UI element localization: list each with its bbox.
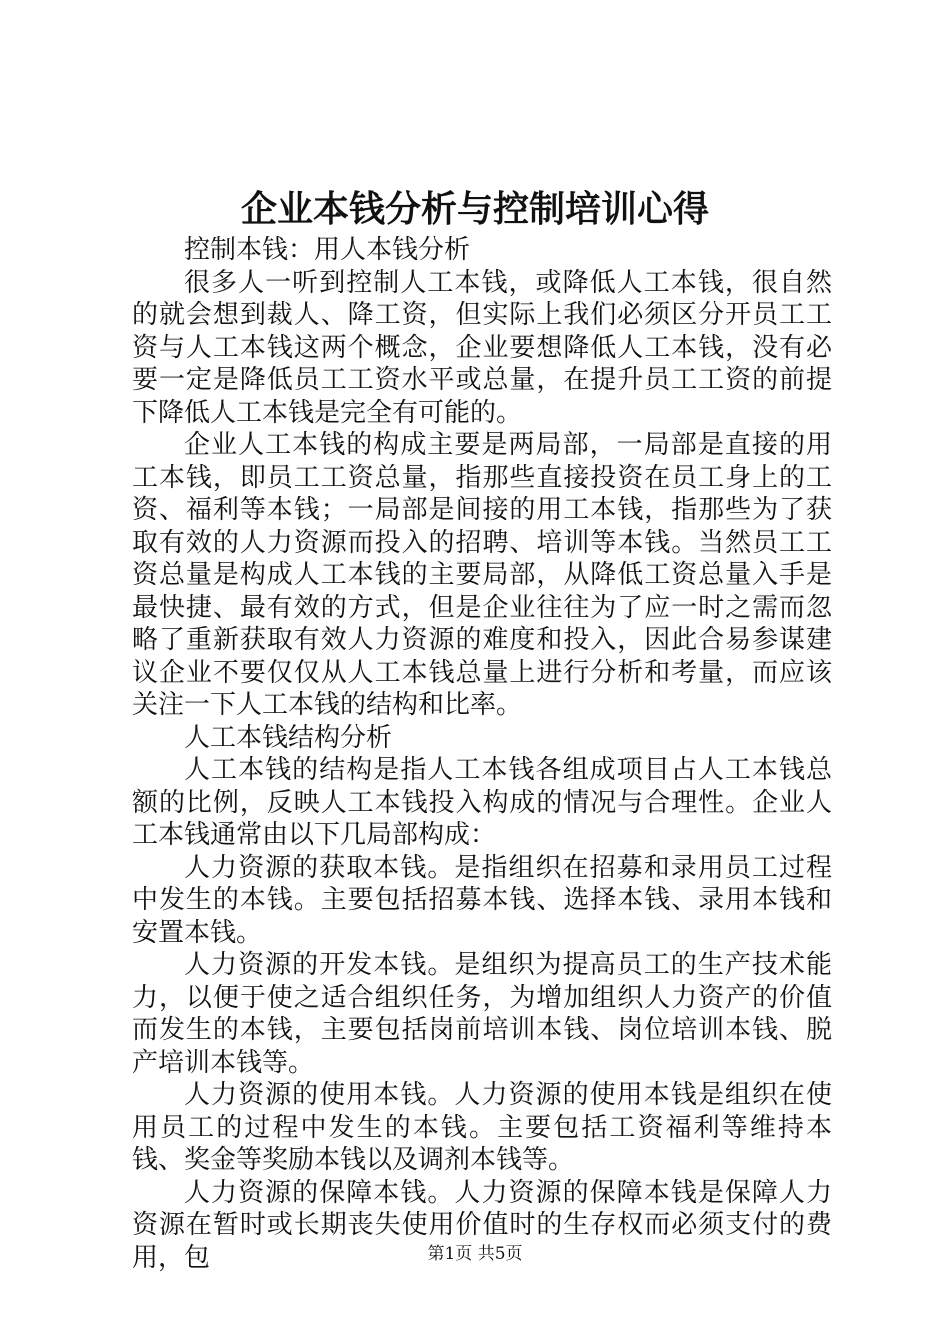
paragraph: 人力资源的开发本钱。是组织为提高员工的生产技术能力，以便于使之适合组织任务，为增加组织人力资产的价值而发生的本钱，主要包括岗前培训本钱、岗位培训本钱、脱产培训本钱等。 [132,950,832,1078]
paragraph: 人力资源的获取本钱。是指组织在招募和录用员工过程中发生的本钱。主要包括招募本钱、选择本钱、录用本钱和安置本钱。 [132,852,832,948]
page-number: 第1页 共5页 [427,1244,523,1264]
paragraph: 人力资源的使用本钱。人力资源的使用本钱是组织在使用员工的过程中发生的本钱。主要包括工资福利等维持本钱、奖金等奖励本钱以及调剂本钱等。 [132,1080,832,1175]
document-body [132,234,832,1274]
paragraph: 人力资源的保障本钱。人力资源的保障本钱是保障人力资源在暂时或长期丧失使用价值时的生存权而必须支付的费用，包 [132,1177,832,1273]
subheading-structure-analysis: 人工本钱结构分析 [184,722,393,753]
paragraph: 企业人工本钱的构成主要是两局部，一局部是直接的用工本钱，即员工工资总量，指那些直接投资在员工身上的工资、福利等本钱；一局部是间接的用工本钱，指那些为了获取有效的人力资源而投入的招聘、培训等本钱。当然员工工资总量是构成人工本钱的主要局部，从降低工资总量入手是最快捷、最有效的方式，但是企业往往为了应一时之需而忽略了重新获取有效人力资源的难度和投入，因此合易参谋建议企业不要仅仅从人工本钱总量上进行分析和考量，而应该关注一下人工本钱的结构和比率。 [132,430,832,720]
paragraph: 人工本钱的结构是指人工本钱各组成项目占人工本钱总额的比例，反映人工本钱投入构成的情况与合理性。企业人工本钱通常由以下几局部构成： [132,755,832,850]
subheading-control-cost: 控制本钱：用人本钱分析 [184,235,471,265]
page-title: 企业本钱分析与控制培训心得 [240,188,709,230]
paragraph: 很多人一听到控制人工本钱，或降低人工本钱，很自然的就会想到裁人、降工资，但实际上我们必须区分开员工工资与人工本钱这两个概念，企业要想降低人工本钱，没有必要一定是降低员工工资水平或总量，在提升员工工资的前提下降低人工本钱是完全有可能的。 [132,267,832,428]
